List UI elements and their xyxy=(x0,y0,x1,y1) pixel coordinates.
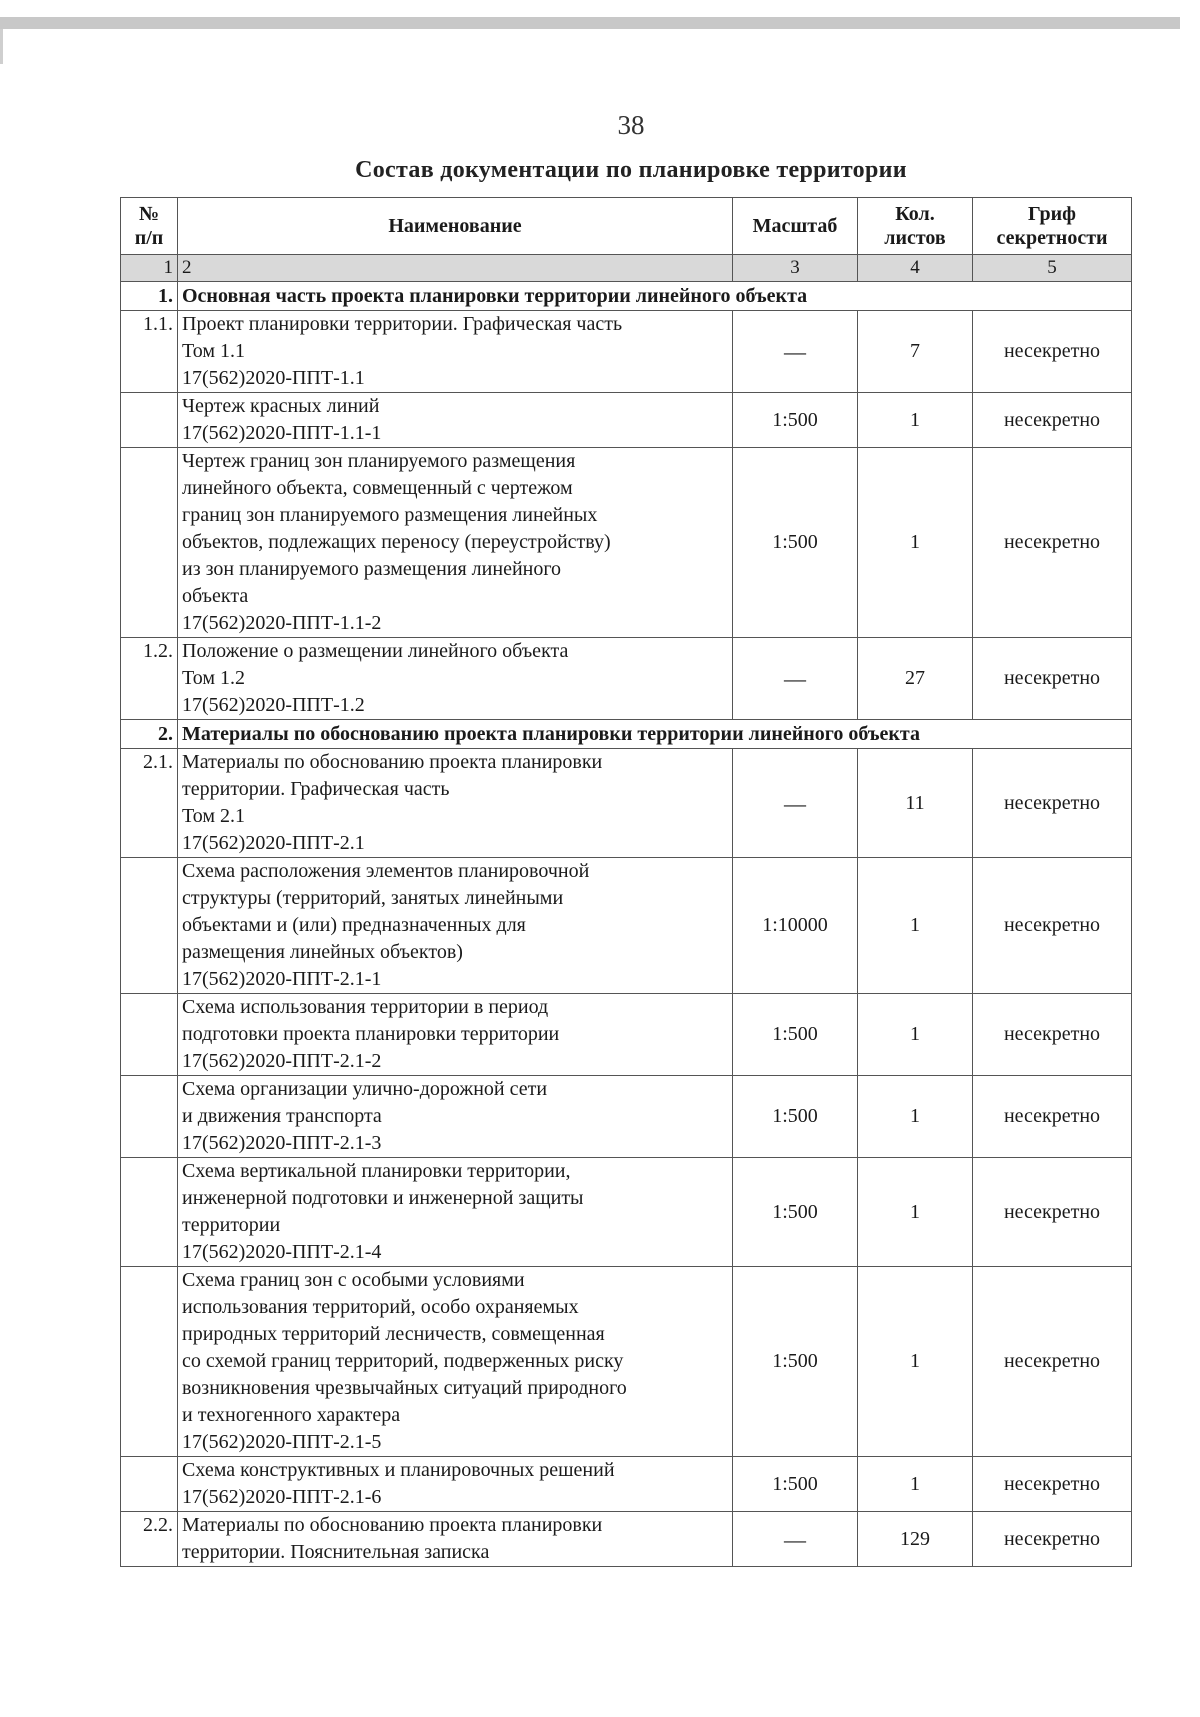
header-grif xyxy=(973,198,1132,255)
row-name-line: территории xyxy=(182,1214,281,1236)
row-secrecy: несекретно xyxy=(973,638,1132,720)
row-scale: 1:500 xyxy=(733,448,858,638)
row-secrecy: несекретно xyxy=(973,311,1132,393)
row-sheets: 1 xyxy=(858,1076,973,1158)
row-name xyxy=(178,1158,733,1267)
section-number: 1. xyxy=(121,282,178,311)
row-sheets: 1 xyxy=(858,1158,973,1267)
header-name: Наименование xyxy=(178,198,733,255)
row-name-line: и движения транспорта xyxy=(182,1105,382,1127)
row-number xyxy=(121,1158,178,1267)
section-row xyxy=(121,720,1132,749)
section-number: 2. xyxy=(121,720,178,749)
row-name xyxy=(178,1076,733,1158)
row-secrecy: несекретно xyxy=(973,1158,1132,1267)
table-row xyxy=(121,858,1132,994)
row-name-line: Схема конструктивных и планировочных решений xyxy=(182,1459,615,1481)
row-number xyxy=(121,994,178,1076)
row-name-line: 17(562)2020-ППТ-1.1-2 xyxy=(182,612,382,634)
row-name-line: Чертеж красных линий xyxy=(182,395,380,417)
header-sheets-line1: Кол. xyxy=(895,203,935,225)
table-body xyxy=(121,255,1132,1567)
row-name xyxy=(178,858,733,994)
row-secrecy: несекретно xyxy=(973,1267,1132,1457)
row-name-line: Схема использования территории в период xyxy=(182,996,549,1018)
row-sheets: 11 xyxy=(858,749,973,858)
row-name-line: структуры (территорий, занятых линейными xyxy=(182,887,564,909)
row-secrecy: несекретно xyxy=(973,994,1132,1076)
documentation-table xyxy=(120,197,1132,1567)
row-scale: 1:500 xyxy=(733,1457,858,1512)
scan-top-border xyxy=(0,17,1180,29)
row-sheets: 1 xyxy=(858,858,973,994)
row-number xyxy=(121,858,178,994)
row-name-line: объекта xyxy=(182,585,249,607)
row-name-line: природных территорий лесничеств, совмещенная xyxy=(182,1323,605,1345)
row-sheets: 1 xyxy=(858,1267,973,1457)
column-index-5: 5 xyxy=(973,255,1132,282)
table-row xyxy=(121,1158,1132,1267)
section-title: Материалы по обоснованию проекта планировки территории линейного объекта xyxy=(178,720,1132,749)
row-name-line: 17(562)2020-ППТ-2.1-3 xyxy=(182,1132,382,1154)
row-number xyxy=(121,1267,178,1457)
row-secrecy: несекретно xyxy=(973,1512,1132,1567)
row-number xyxy=(121,1076,178,1158)
table-row xyxy=(121,448,1132,638)
column-index-row xyxy=(121,255,1132,282)
row-name-line: возникновения чрезвычайных ситуаций природного xyxy=(182,1377,627,1399)
header-number-line1: № xyxy=(138,203,160,225)
row-secrecy: несекретно xyxy=(973,1076,1132,1158)
row-name-line: 17(562)2020-ППТ-1.1-1 xyxy=(182,422,382,444)
row-number: 1.2. xyxy=(121,638,178,720)
row-name xyxy=(178,638,733,720)
row-name-line: территории. Пояснительная записка xyxy=(182,1541,490,1563)
row-scale: 1:500 xyxy=(733,1076,858,1158)
row-name-line: инженерной подготовки и инженерной защиты xyxy=(182,1187,584,1209)
row-name-line: подготовки проекта планировки территории xyxy=(182,1023,560,1045)
row-scale: — xyxy=(733,1512,858,1567)
table-row xyxy=(121,994,1132,1076)
row-name-line: границ зон планируемого размещения линейных xyxy=(182,504,598,526)
document-title: Состав документации по планировке территории xyxy=(355,157,907,183)
table-row xyxy=(121,1457,1132,1512)
row-name-line: размещения линейных объектов) xyxy=(182,941,463,963)
header-number-line2: п/п xyxy=(134,227,164,249)
row-name xyxy=(178,311,733,393)
row-number xyxy=(121,448,178,638)
row-sheets: 1 xyxy=(858,393,973,448)
row-name-line: Схема вертикальной планировки территории, xyxy=(182,1160,571,1182)
row-name-line: объектами и (или) предназначенных для xyxy=(182,914,526,936)
row-name xyxy=(178,448,733,638)
row-name-line: Материалы по обоснованию проекта планировки xyxy=(182,751,603,773)
row-name xyxy=(178,994,733,1076)
section-title: Основная часть проекта планировки территории линейного объекта xyxy=(178,282,1132,311)
row-sheets: 1 xyxy=(858,1457,973,1512)
row-name xyxy=(178,1512,733,1567)
row-scale: 1:10000 xyxy=(733,858,858,994)
row-name-line: 17(562)2020-ППТ-2.1-5 xyxy=(182,1431,382,1453)
row-scale: 1:500 xyxy=(733,994,858,1076)
row-name-line: территории. Графическая часть xyxy=(182,778,450,800)
header-sheets xyxy=(858,198,973,255)
row-number: 2.2. xyxy=(121,1512,178,1567)
row-name-line: 17(562)2020-ППТ-1.1 xyxy=(182,367,365,389)
row-scale: 1:500 xyxy=(733,393,858,448)
table-row xyxy=(121,1512,1132,1567)
row-scale: — xyxy=(733,749,858,858)
row-name-line: линейного объекта, совмещенный с чертежом xyxy=(182,477,573,499)
row-name-line: 17(562)2020-ППТ-1.2 xyxy=(182,694,365,716)
table-header-row xyxy=(121,198,1132,255)
row-name-line: из зон планируемого размещения линейного xyxy=(182,558,562,580)
table-row xyxy=(121,393,1132,448)
header-scale: Масштаб xyxy=(733,198,858,255)
scan-left-edge xyxy=(0,29,3,64)
table-row xyxy=(121,638,1132,720)
page-number: 38 xyxy=(617,110,645,140)
table-row xyxy=(121,1076,1132,1158)
section-row xyxy=(121,282,1132,311)
row-name-line: и техногенного характера xyxy=(182,1404,401,1426)
row-name xyxy=(178,749,733,858)
table-row xyxy=(121,1267,1132,1457)
row-name-line: со схемой границ территорий, подверженных риску xyxy=(182,1350,624,1372)
table-row xyxy=(121,749,1132,858)
row-secrecy: несекретно xyxy=(973,858,1132,994)
row-secrecy: несекретно xyxy=(973,1457,1132,1512)
row-name-line: Том 2.1 xyxy=(182,805,245,827)
row-secrecy: несекретно xyxy=(973,448,1132,638)
header-grif-line2: секретности xyxy=(996,227,1108,249)
row-sheets: 27 xyxy=(858,638,973,720)
column-index-2: 2 xyxy=(178,255,733,282)
row-name-line: Том 1.1 xyxy=(182,340,245,362)
row-scale: — xyxy=(733,311,858,393)
row-name-line: Схема организации улично-дорожной сети xyxy=(182,1078,548,1100)
row-number: 2.1. xyxy=(121,749,178,858)
row-scale: — xyxy=(733,638,858,720)
column-index-4: 4 xyxy=(858,255,973,282)
row-name-line: Положение о размещении линейного объекта xyxy=(182,640,569,662)
row-name-line: 17(562)2020-ППТ-2.1-2 xyxy=(182,1050,382,1072)
row-sheets: 1 xyxy=(858,994,973,1076)
row-number xyxy=(121,1457,178,1512)
row-scale: 1:500 xyxy=(733,1267,858,1457)
row-name-line: объектов, подлежащих переносу (переустройству) xyxy=(182,531,611,553)
row-name-line: Том 1.2 xyxy=(182,667,245,689)
row-number xyxy=(121,393,178,448)
row-sheets: 1 xyxy=(858,448,973,638)
column-index-1: 1 xyxy=(121,255,178,282)
row-name-line: Проект планировки территории. Графическая часть xyxy=(182,313,623,335)
row-sheets: 7 xyxy=(858,311,973,393)
row-secrecy: несекретно xyxy=(973,749,1132,858)
row-secrecy: несекретно xyxy=(973,393,1132,448)
row-name xyxy=(178,1457,733,1512)
row-name-line: Чертеж границ зон планируемого размещения xyxy=(182,450,576,472)
row-number: 1.1. xyxy=(121,311,178,393)
row-name-line: 17(562)2020-ППТ-2.1 xyxy=(182,832,365,854)
row-name-line: Схема расположения элементов планировочной xyxy=(182,860,590,882)
table-row xyxy=(121,311,1132,393)
row-name-line: использования территорий, особо охраняемых xyxy=(182,1296,579,1318)
header-number xyxy=(121,198,178,255)
row-name-line: Схема границ зон с особыми условиями xyxy=(182,1269,525,1291)
row-name-line: 17(562)2020-ППТ-2.1-1 xyxy=(182,968,382,990)
row-sheets: 129 xyxy=(858,1512,973,1567)
column-index-3: 3 xyxy=(733,255,858,282)
header-sheets-line2: листов xyxy=(884,227,946,249)
row-name-line: 17(562)2020-ППТ-2.1-6 xyxy=(182,1486,382,1508)
row-name xyxy=(178,1267,733,1457)
row-name-line: Материалы по обоснованию проекта планировки xyxy=(182,1514,603,1536)
row-name xyxy=(178,393,733,448)
header-grif-line1: Гриф xyxy=(1028,203,1076,225)
row-name-line: 17(562)2020-ППТ-2.1-4 xyxy=(182,1241,382,1263)
row-scale: 1:500 xyxy=(733,1158,858,1267)
